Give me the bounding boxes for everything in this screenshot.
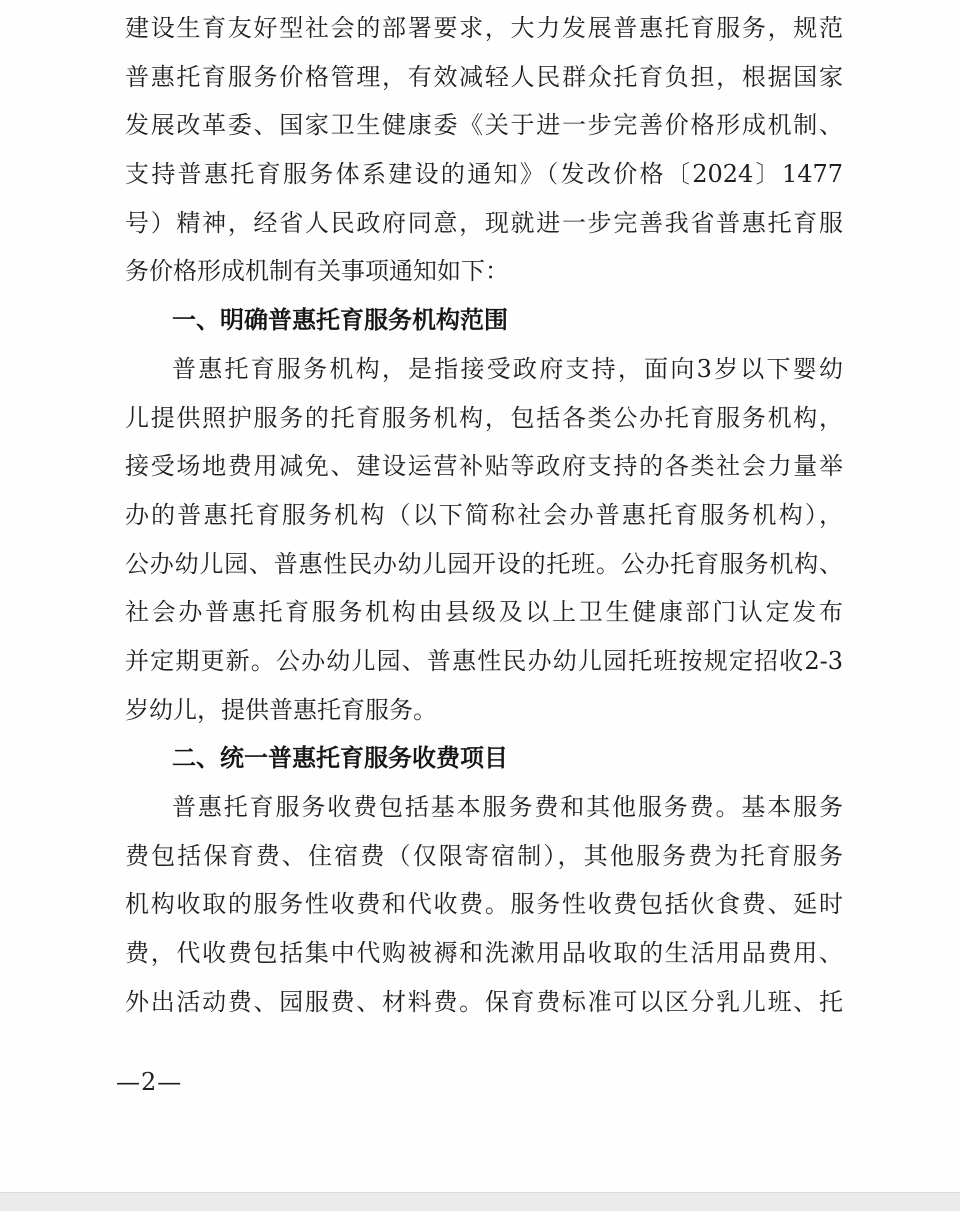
- body-line: 办的普惠托育服务机构（以下简称社会办普惠托育服务机构），: [125, 500, 843, 529]
- body-line: 费，代收费包括集中代购被褥和洗漱用品收取的生活用品费用、: [125, 939, 843, 968]
- body-line: 并定期更新。公办幼儿园、普惠性民办幼儿园托班按规定招收2-3: [125, 646, 843, 675]
- body-line: 社会办普惠托育服务机构由县级及以上卫生健康部门认定发布: [125, 598, 843, 627]
- body-line: 外出活动费、园服费、材料费。保育费标准可以区分乳儿班、托: [125, 987, 843, 1016]
- intro-line: 发展改革委、国家卫生健康委《关于进一步完善价格形成机制、: [125, 111, 843, 140]
- page-bottom-edge: [0, 1192, 960, 1211]
- body-line: 费包括保育费、住宿费（仅限寄宿制），其他服务费为托育服务: [125, 841, 843, 870]
- page-number: —2—: [116, 1068, 183, 1096]
- section-heading-2: 二、统一普惠托育服务收费项目: [172, 744, 508, 773]
- body-line: 岁幼儿，提供普惠托育服务。: [125, 695, 437, 724]
- document-body: [125, 4, 843, 1026]
- body-line: 儿提供照护服务的托育服务机构，包括各类公办托育服务机构，: [125, 403, 843, 432]
- body-line: 公办幼儿园、普惠性民办幼儿园开设的托班。公办托育服务机构、: [125, 549, 843, 578]
- intro-line: 建设生育友好型社会的部署要求，大力发展普惠托育服务，规范: [125, 14, 843, 42]
- body-line: 接受场地费用减免、建设运营补贴等政府支持的各类社会力量举: [125, 452, 843, 481]
- body-line: 机构收取的服务性收费和代收费。服务性收费包括伙食费、延时: [125, 890, 843, 919]
- intro-line: 普惠托育服务价格管理，有效减轻人民群众托育负担，根据国家: [125, 62, 843, 91]
- intro-line: 号）精神，经省人民政府同意，现就进一步完善我省普惠托育服: [125, 208, 843, 237]
- body-line: 普惠托育服务机构，是指接受政府支持，面向3岁以下婴幼: [172, 354, 843, 383]
- intro-line: 务价格形成机制有关事项通知如下：: [125, 257, 509, 286]
- body-line: 普惠托育服务收费包括基本服务费和其他服务费。基本服务: [172, 793, 843, 821]
- intro-line: 支持普惠托育服务体系建设的通知》（发改价格〔2024〕1477: [125, 160, 843, 189]
- section-heading-1: 一、明确普惠托育服务机构范围: [172, 306, 508, 335]
